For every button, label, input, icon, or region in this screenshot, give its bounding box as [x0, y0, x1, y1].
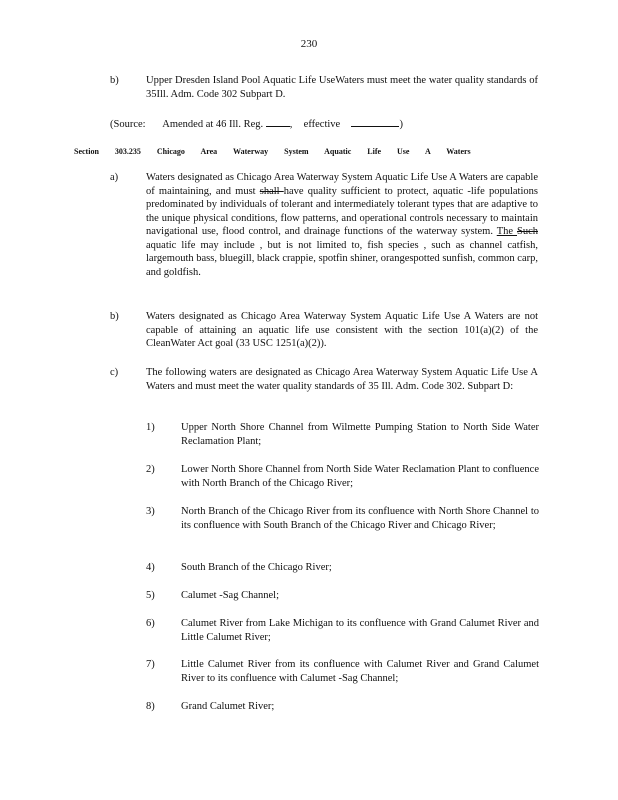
list-item: Little Calumet River from its confluence with Calumet River and Grand Calumet River to its confluence with Calumet -Sag Channel; [181, 659, 539, 684]
b-label: b) [110, 311, 119, 322]
c-label: c) [110, 367, 119, 378]
list-item: Upper North Shore Channel from Wilmette Pumping Station to North Side Water Reclamation Plant; [181, 422, 539, 447]
reg-blank [266, 116, 290, 127]
source-note [110, 116, 403, 132]
list-item: Lower North Shore Channel from North Side Water Reclamation Plant to confluence with North Branch of the Chicago River; [181, 464, 539, 489]
list-item-label: 7) [146, 659, 155, 670]
list-item: Calumet River from Lake Michigan to its confluence with Grand Calumet River and Little Calumet River; [181, 618, 539, 643]
list-item: Grand Calumet River; [181, 701, 275, 712]
list-item-label: 8) [146, 701, 155, 712]
page-number: 230 [300, 38, 318, 50]
pre-b-label: b) [110, 75, 119, 86]
source-effective: effective [303, 119, 341, 130]
section-heading [74, 145, 544, 159]
c-text: The following waters are designated as Chicago Area Waterway System Aquatic Life Use A Waters and must meet the water quality standards of 35 Ill. Adm. Code 302. Subpart D: [146, 367, 538, 392]
source-close: ) [399, 119, 403, 130]
list-item-label: 5) [146, 590, 155, 601]
list-item-label: 6) [146, 618, 155, 629]
b-text: Waters designated as Chicago Area Waterway System Aquatic Life Use A Waters are not capable of attaining an aquatic life use consistent with the section 101(a)(2) of the CleanWater Act goal (33 USC 1251(a)(2)). [146, 311, 538, 349]
list-item-label: 2) [146, 464, 155, 475]
list-item: South Branch of the Chicago River; [181, 562, 332, 573]
a-inserted-the: The [496, 226, 517, 237]
effective-blank [351, 116, 399, 127]
list-item: Calumet -Sag Channel; [181, 590, 279, 601]
a-strike-shall: shall [259, 185, 284, 197]
list-item-label: 3) [146, 506, 155, 517]
section-number: 303.235 [114, 147, 141, 156]
source-amended: Amended at 46 Ill. Reg. [162, 119, 264, 130]
a-label: a) [110, 172, 119, 183]
a-text: Waters designated as Chicago Area Waterway System Aquatic Life Use A Waters are capable of maintaining, and must shall have quality sufficient to protect, aquatic -life populations predominated by individuals of tolerant and intermediately tolerant types that are adaptive to the unique physical conditions, flow patterns, and operational controls necessary to maintain navigational use, flood control, and drainage functions of the waterway system. The Such aquatic life may include , but is not limited to, fish species , such as channel catfish, largemouth bass, bluegill, black crappie, spotfin shiner, orangespotted sunfish, common carp, and goldfish. [146, 172, 538, 278]
list-item-label: 1) [146, 422, 155, 433]
list-item: North Branch of the Chicago River from its confluence with North Shore Channel to its confluence with South Branch of the Chicago River and Chicago River; [181, 506, 539, 531]
pre-b-text: Upper Dresden Island Pool Aquatic Life UseWaters must meet the water quality standards of 35Ill. Adm. Code 302 Subpart D. [146, 75, 538, 100]
list-item-label: 4) [146, 562, 155, 573]
source-open: (Source: [110, 119, 146, 130]
source-comma: , [289, 119, 293, 130]
section-word: Section [74, 147, 99, 156]
a-strike-such: Such [517, 226, 538, 237]
section-title: Chicago Area Waterway System Aquatic Life Use A Waters [156, 147, 471, 156]
